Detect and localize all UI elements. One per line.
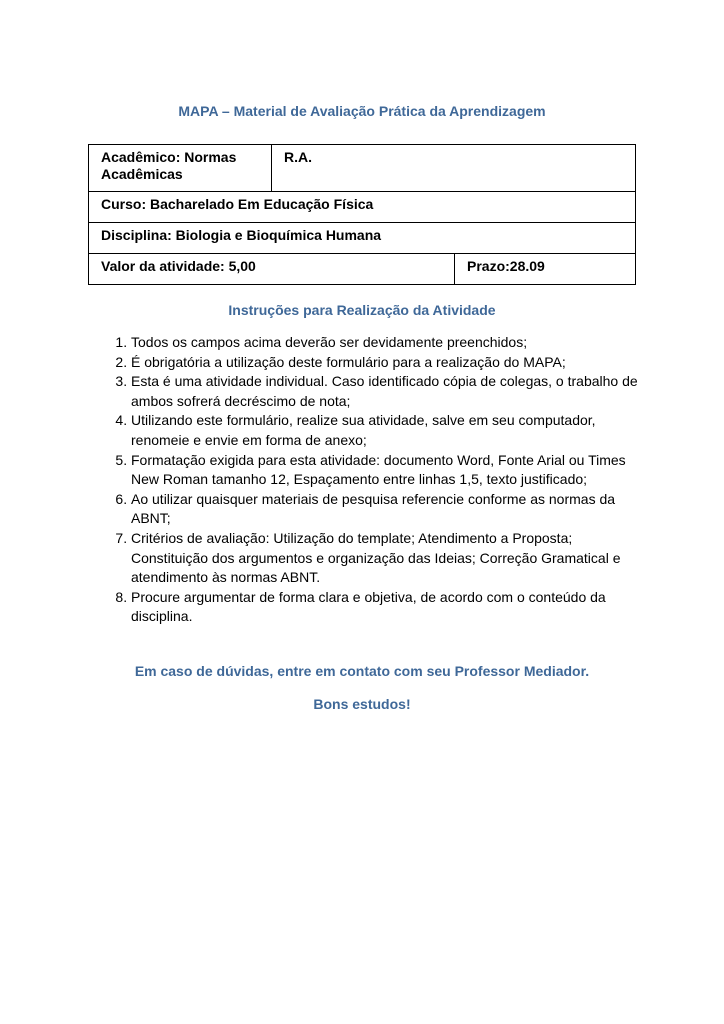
academico-cell: Acadêmico: Normas Acadêmicas <box>89 145 272 192</box>
valor-cell: Valor da atividade: 5,00 <box>89 254 455 285</box>
table-row <box>89 254 636 285</box>
farewell-text: Bons estudos! <box>313 696 411 712</box>
list-item: 8. Procure argumentar de forma clara e objetiva, de acordo com o conteúdo da disciplina. <box>131 588 640 627</box>
list-item: 4. Utilizando este formulário, realize sua atividade, salve em seu computador, renomeie e envie em forma de anexo; <box>131 411 640 450</box>
table-row <box>89 145 636 192</box>
disciplina-cell: Disciplina: Biologia e Bioquímica Humana <box>89 223 636 254</box>
contact-note: Em caso de dúvidas, entre em contato com seu Professor Mediador. <box>134 663 590 679</box>
prazo-cell: Prazo:28.09 <box>455 254 636 285</box>
instructions-heading: Instruções para Realização da Atividade <box>228 302 496 318</box>
list-item: 1. Todos os campos acima deverão ser devidamente preenchidos; <box>131 333 640 353</box>
list-item: 6. Ao utilizar quaisquer materiais de pesquisa referencie conforme as normas da ABNT; <box>131 490 640 529</box>
student-info-table <box>88 144 636 285</box>
instructions-list <box>88 333 640 627</box>
list-item: 7. Critérios de avaliação: Utilização do template; Atendimento a Proposta; Constituição dos argumentos e organização das Ideias; Correção Gramatical e atendimento às normas ABNT. <box>131 529 640 588</box>
table-row <box>89 192 636 223</box>
curso-cell: Curso: Bacharelado Em Educação Física <box>89 192 636 223</box>
document-title: MAPA – Material de Avaliação Prática da Aprendizagem <box>178 103 546 119</box>
ra-cell: R.A. <box>272 145 636 192</box>
list-item: 3. Esta é uma atividade individual. Caso identificado cópia de colegas, o trabalho de ambos sofrerá decréscimo de nota; <box>131 372 640 411</box>
table-row <box>89 223 636 254</box>
list-item: 2. É obrigatória a utilização deste formulário para a realização do MAPA; <box>131 353 640 373</box>
list-item: 5. Formatação exigida para esta atividade: documento Word, Fonte Arial ou Times New Roman tamanho 12, Espaçamento entre linhas 1,5, texto justificado; <box>131 451 640 490</box>
